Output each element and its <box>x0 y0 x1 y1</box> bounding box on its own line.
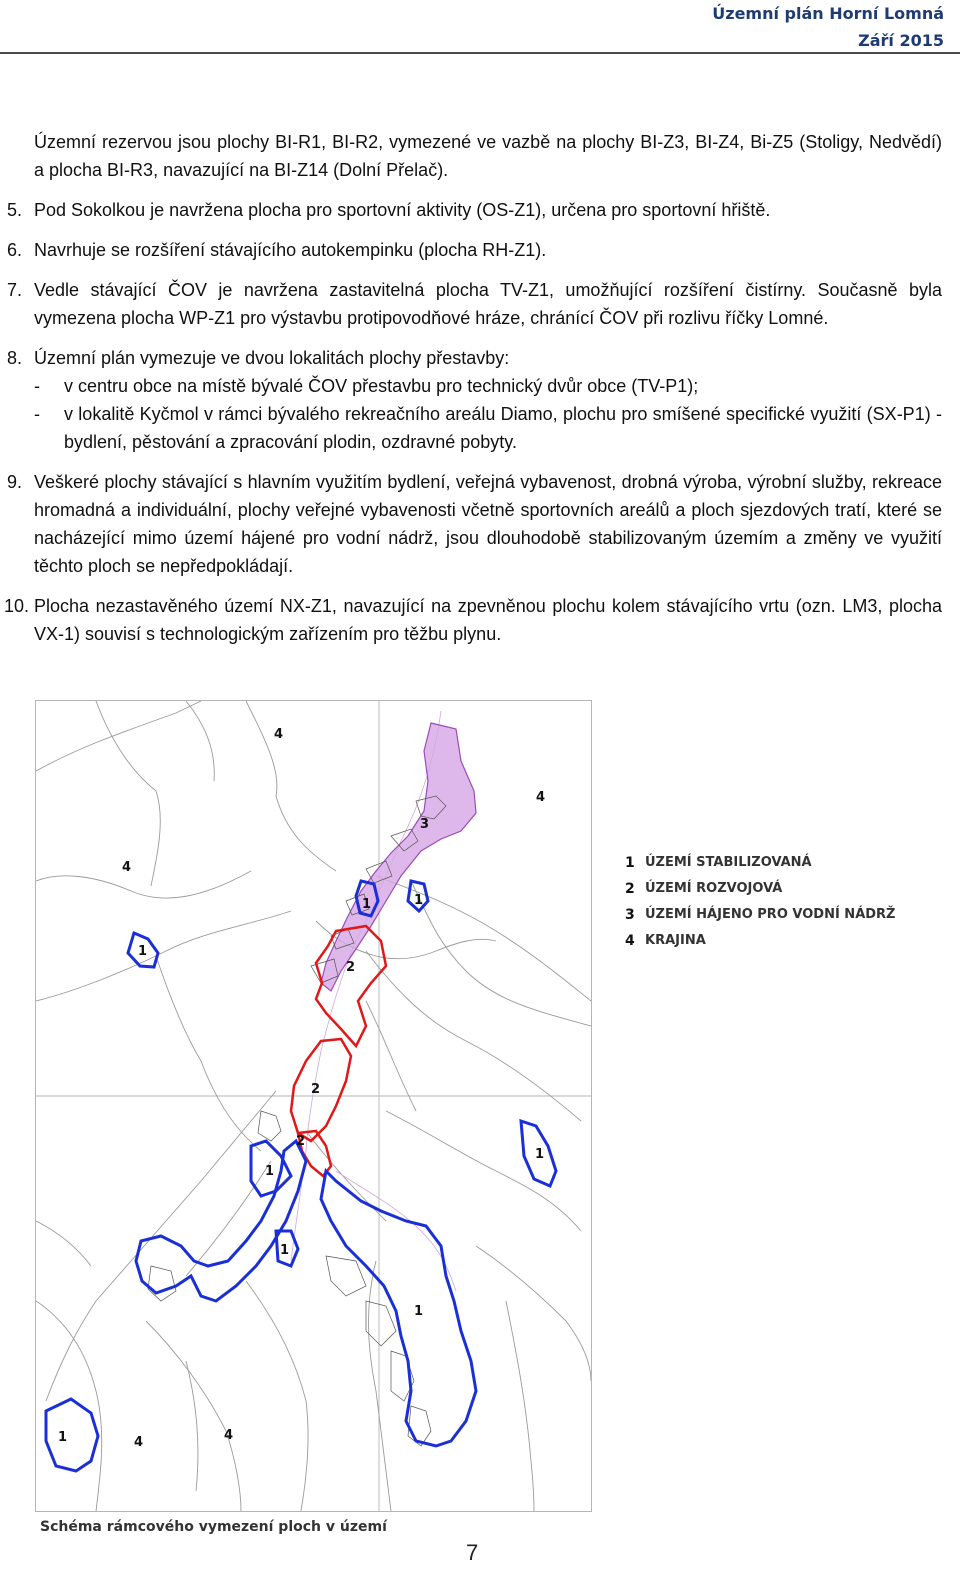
map-label-development: 2 <box>296 1134 306 1149</box>
paragraph-number: 6. <box>7 240 23 260</box>
map-area-labels <box>58 727 545 1450</box>
paragraph-6 <box>7 236 942 264</box>
legend-number: 2 <box>625 881 635 897</box>
paragraph-number: 10. <box>4 596 30 616</box>
map-label-stabilized: 1 <box>138 944 148 959</box>
paragraph-reserve: Územní rezervou jsou plochy BI-R1, BI-R2, vymezené ve vazbě na plochy BI-Z3, BI-Z4, Bi-Z5 (Stoligy, Nedvědí) a plocha BI-R3, navazující na BI-Z14 (Dolní Přelač). <box>34 132 942 180</box>
legend-label: KRAJINA <box>645 933 706 948</box>
page-number: 7 <box>466 1540 479 1565</box>
map-label-development: 2 <box>311 1082 321 1097</box>
map-label-krajina: 4 <box>536 790 546 805</box>
paragraph-number: 7. <box>7 280 23 300</box>
stabilized-area-outline <box>321 1171 476 1446</box>
page-header <box>712 0 944 54</box>
list-item-text: v centru obce na místě bývalé ČOV přestavbu pro technický dvůr obce (TV-P1); <box>64 376 699 396</box>
paragraph-number: 8. <box>7 348 23 368</box>
map-drawing <box>36 701 591 1511</box>
map-label-stabilized: 1 <box>414 893 424 908</box>
paragraph-text: Pod Sokolkou je navržena plocha pro sportovní aktivity (OS-Z1), určena pro sportovní hřiště. <box>34 200 771 220</box>
paragraph-text: Navrhuje se rozšíření stávajícího autokempinku (plocha RH-Z1). <box>34 240 547 260</box>
paragraph-text: Vedle stávající ČOV je navržena zastavitelná plocha TV-Z1, umožňující rozšíření čistírny. Současně byla vymezena plocha WP-Z1 pro výstavbu protipovodňové hráze, chránící ČOV při rozlivu říčky Lomné. <box>34 280 942 328</box>
legend-label: ÚZEMÍ ROZVOJOVÁ <box>645 881 783 896</box>
paragraph-7 <box>7 276 942 332</box>
stabilized-area-outline <box>136 1141 306 1301</box>
header-date: Září 2015 <box>858 31 944 50</box>
list-item: - v lokalitě Kyčmol v rámci bývalého rekreačního areálu Diamo, plochu pro smíšené specifické využití (SX-P1) - bydlení, pěstování a zpracování plodin, ozdravné pobyty. <box>34 404 942 452</box>
header-title: Územní plán Horní Lomná <box>712 4 944 23</box>
document-body <box>0 128 960 660</box>
territory-map <box>35 700 592 1512</box>
development-area-outline <box>291 1039 351 1141</box>
paragraph-number: 5. <box>7 200 23 220</box>
paragraph-number: 9. <box>7 472 23 492</box>
map-label-reservoir: 3 <box>420 817 430 832</box>
map-label-stabilized: 1 <box>280 1243 290 1258</box>
map-label-krajina: 4 <box>224 1428 234 1443</box>
map-label-stabilized: 1 <box>362 897 372 912</box>
legend-label: ÚZEMÍ HÁJENO PRO VODNÍ NÁDRŽ <box>645 907 896 922</box>
paragraph-text: Veškeré plochy stávající s hlavním využitím bydlení, veřejná vybavenost, drobná výroba, výrobní služby, rekreace hromadná a individuální, plochy veřejné vybavenosti včetně sportovních areálů a ploch sjezdových tratí, které se nacházející mimo území hájené pro vodní nádrž, jsou dlouhodobě stabilizovaným územím a změny ve využití těchto ploch se nepředpokládají. <box>34 472 942 576</box>
stabilized-area-outline <box>46 1399 98 1471</box>
map-base-lines <box>36 701 591 1511</box>
map-label-development: 2 <box>346 960 356 975</box>
paragraph-10 <box>4 592 942 648</box>
legend-number: 4 <box>625 933 635 949</box>
legend-label: ÚZEMÍ STABILIZOVANÁ <box>645 855 812 870</box>
paragraph-5 <box>7 196 942 224</box>
legend-number: 3 <box>625 907 635 923</box>
map-label-krajina: 4 <box>122 860 132 875</box>
list-item: - v centru obce na místě bývalé ČOV přestavbu pro technický dvůr obce (TV-P1); <box>34 376 699 396</box>
paragraph-text: Plocha nezastavěného území NX-Z1, navazující na zpevněnou plochu kolem stávajícího vrtu (ozn. LM3, plocha VX-1) souvisí s technologickým zařízením pro těžbu plynu. <box>34 596 942 644</box>
reservoir-area <box>321 723 476 991</box>
map-label-stabilized: 1 <box>265 1164 275 1179</box>
map-label-krajina: 4 <box>274 727 284 742</box>
settlement-detail <box>148 796 446 1446</box>
map-label-krajina: 4 <box>134 1435 144 1450</box>
paragraph-9 <box>7 468 942 580</box>
list-item-text: v lokalitě Kyčmol v rámci bývalého rekreačního areálu Diamo, plochu pro smíšené specifické využití (SX-P1) - bydlení, pěstování a zpracování plodin, ozdravné pobyty. <box>64 404 942 452</box>
header-divider <box>0 52 960 54</box>
paragraph-8 <box>7 344 942 456</box>
map-label-stabilized: 1 <box>58 1430 68 1445</box>
map-label-stabilized: 1 <box>535 1147 545 1162</box>
map-caption: Schéma rámcového vymezení ploch v území <box>40 1519 387 1535</box>
legend-number: 1 <box>625 855 635 871</box>
map-label-stabilized: 1 <box>414 1304 424 1319</box>
paragraph-text: Územní plán vymezuje ve dvou lokalitách plochy přestavby: <box>34 348 510 368</box>
